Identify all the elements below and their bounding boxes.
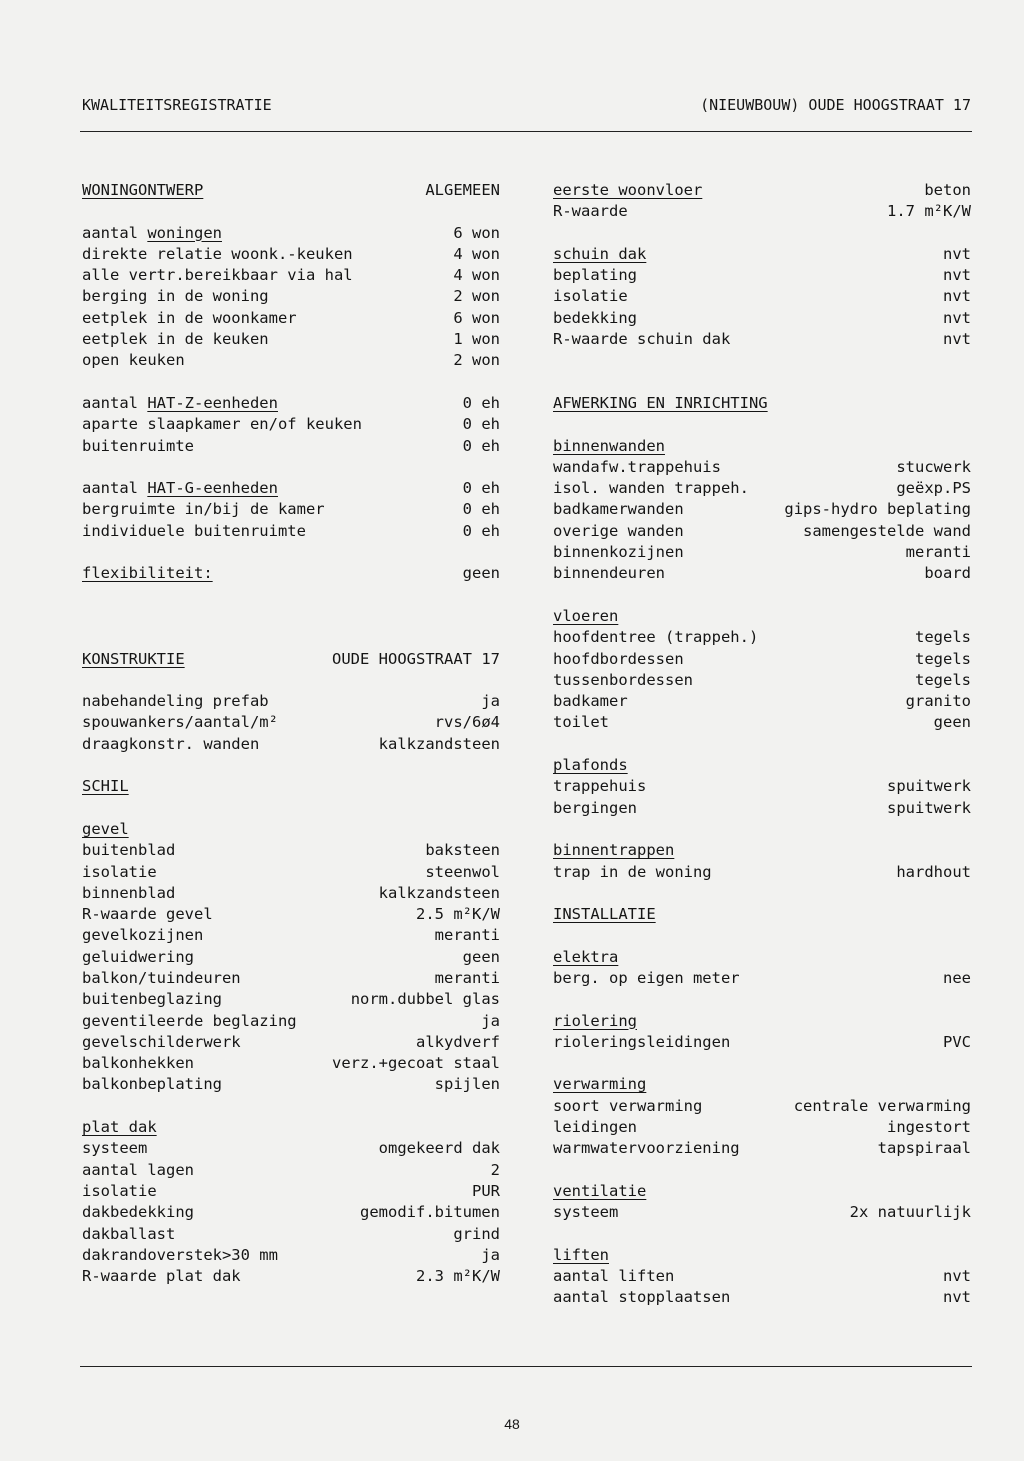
table-row [553, 1202, 971, 1223]
table-row [82, 1160, 500, 1181]
row-value: stucwerk [896, 457, 971, 476]
section-title-value: OUDE HOOGSTRAAT 17 [332, 649, 500, 668]
section-gevel [82, 819, 500, 840]
row-value: gips-hydro beplating [784, 500, 971, 519]
table-row [82, 414, 500, 435]
table-row [82, 308, 500, 329]
row-label: geventileerde beglazing [82, 1011, 297, 1030]
row-label: balkonhekken [82, 1054, 194, 1073]
table-row [82, 989, 500, 1010]
row-label: individuele buitenruimte [82, 521, 306, 540]
row-label: gevelschilderwerk [82, 1032, 241, 1051]
section-title: schuin dak [553, 244, 647, 263]
table-row [82, 947, 500, 968]
table-row [553, 670, 971, 691]
table-row [82, 265, 500, 286]
row-value: hardhout [896, 862, 971, 881]
row-label: R-waarde plat dak [82, 1267, 241, 1286]
row-value: geen [933, 713, 971, 732]
table-row [82, 350, 500, 371]
section-schuin-dak [553, 244, 971, 265]
section-afwerking [553, 393, 971, 414]
table-row [553, 1266, 971, 1287]
row-value: geen [462, 947, 500, 966]
row-label: balkon/tuindeuren [82, 968, 241, 987]
table-row [82, 691, 500, 712]
row-value: 1.7 m²K/W [887, 202, 971, 221]
row-label: balkonbeplating [82, 1075, 222, 1094]
row-label: buitenblad [82, 841, 176, 860]
row-value: granito [905, 692, 971, 711]
row-label: hoofdentree (trappeh.) [553, 628, 759, 647]
row-label: warmwatervoorziening [553, 1139, 740, 1158]
row-value: centrale verwarming [793, 1096, 971, 1115]
section-title: liften [553, 1245, 609, 1264]
row-value: alkydverf [416, 1032, 500, 1051]
row-value: nee [943, 968, 971, 987]
hat-g-label: HAT-G-eenheden [147, 479, 278, 498]
row-label: spouwankers/aantal/m² [82, 713, 278, 732]
row-label: aantal stopplaatsen [553, 1288, 731, 1307]
row-label: isolatie [82, 1181, 157, 1200]
table-row [553, 457, 971, 478]
section-eerste-woonvloer [553, 180, 971, 201]
row-label: aantal woningen [82, 223, 222, 242]
row-value: rvs/6ø4 [434, 713, 500, 732]
row-value: ja [481, 1011, 500, 1030]
section-title: verwarming [553, 1075, 647, 1094]
row-label: trappehuis [553, 777, 647, 796]
section-title: eerste woonvloer [553, 181, 703, 199]
row-label: flexibiliteit: [82, 564, 213, 583]
row-label: isolatie [553, 287, 628, 306]
row-label: binnendeuren [553, 564, 665, 583]
table-row [553, 691, 971, 712]
section-title: plafonds [553, 756, 628, 775]
table-row [82, 223, 500, 244]
row-value: omgekeerd dak [378, 1139, 500, 1158]
row-value: 1 won [453, 330, 500, 349]
row-value: nvt [943, 266, 971, 285]
row-value: 2.3 m²K/W [416, 1267, 500, 1286]
left-column [82, 180, 500, 1287]
table-row [553, 712, 971, 733]
row-label: soort verwarming [553, 1096, 703, 1115]
table-row [553, 862, 971, 883]
row-label: binnenblad [82, 883, 176, 902]
row-value: 2 won [453, 351, 500, 370]
row-value: nvt [943, 1288, 971, 1307]
row-value: tegels [915, 670, 971, 689]
table-row [553, 478, 971, 499]
row-label: tussenbordessen [553, 670, 693, 689]
row-value: 2 [490, 1160, 500, 1179]
table-row [553, 286, 971, 307]
row-value: grind [453, 1224, 500, 1243]
row-value: kalkzandsteen [378, 734, 500, 753]
section-konstruktie [82, 649, 500, 670]
row-value: tegels [915, 649, 971, 668]
row-label: aantal liften [553, 1267, 675, 1286]
row-value: geëxp.PS [896, 479, 971, 498]
row-label: R-waarde gevel [82, 905, 213, 924]
row-value: 4 won [453, 266, 500, 285]
table-row [553, 499, 971, 520]
table-row [82, 244, 500, 265]
section-vloeren [553, 606, 971, 627]
row-value: meranti [434, 926, 500, 945]
row-value: 6 won [453, 223, 500, 242]
row-label: trap in de woning [553, 862, 712, 881]
section-plafonds [553, 755, 971, 776]
table-row [553, 627, 971, 648]
row-value: 0 eh [462, 521, 500, 540]
table-row [82, 883, 500, 904]
row-label: rioleringsleidingen [553, 1032, 731, 1051]
row-label: systeem [553, 1203, 619, 1222]
row-label: bergingen [553, 798, 637, 817]
right-column [553, 180, 971, 1309]
section-schil [82, 776, 500, 797]
section-binnenwanden [553, 436, 971, 457]
table-row [553, 1117, 971, 1138]
row-label: systeem [82, 1139, 148, 1158]
row-value: ja [481, 1245, 500, 1264]
header-project: (NIEUWBOUW) OUDE HOOGSTRAAT 17 [700, 96, 971, 114]
row-value: samengestelde wand [803, 521, 971, 540]
row-label: eetplek in de woonkamer [82, 308, 297, 327]
section-title-value: ALGEMEEN [425, 181, 500, 199]
row-label: gevelkozijnen [82, 926, 204, 945]
section-title: riolering [553, 1011, 637, 1030]
section-riolering [553, 1011, 971, 1032]
table-row [82, 478, 500, 499]
row-value: 0 eh [462, 479, 500, 498]
row-label: aparte slaapkamer en/of keuken [82, 415, 362, 434]
table-row [553, 329, 971, 350]
table-row [553, 563, 971, 584]
table-row [553, 1096, 971, 1117]
row-value: 0 eh [462, 393, 500, 412]
row-label: isolatie [82, 862, 157, 881]
section-plat-dak [82, 1117, 500, 1138]
section-title: elektra [553, 947, 619, 966]
row-label: alle vertr.bereikbaar via hal [82, 266, 353, 285]
row-value: 0 eh [462, 415, 500, 434]
table-row [82, 1224, 500, 1245]
woningen-label: woningen [147, 223, 222, 242]
row-value: ingestort [887, 1118, 971, 1137]
table-row [82, 436, 500, 457]
row-label: isol. wanden trappeh. [553, 479, 749, 498]
row-label: bergruimte in/bij de kamer [82, 500, 325, 519]
row-label: beplating [553, 266, 637, 285]
section-title: vloeren [553, 606, 619, 625]
table-row [553, 1032, 971, 1053]
table-row [82, 563, 500, 584]
row-value: nvt [943, 330, 971, 349]
row-label: buitenbeglazing [82, 990, 222, 1009]
hat-z-label: HAT-Z-eenheden [147, 393, 278, 412]
row-label: geluidwering [82, 947, 194, 966]
row-value: PVC [943, 1032, 971, 1051]
row-label: R-waarde [553, 202, 628, 221]
row-label: overige wanden [553, 521, 684, 540]
row-label: buitenruimte [82, 436, 194, 455]
section-title: binnenwanden [553, 436, 665, 455]
row-value: meranti [905, 543, 971, 562]
row-value: 0 eh [462, 500, 500, 519]
row-label: bedekking [553, 308, 637, 327]
table-row [82, 393, 500, 414]
table-row [82, 329, 500, 350]
table-row [553, 1138, 971, 1159]
row-label: nabehandeling prefab [82, 692, 269, 711]
section-title: AFWERKING EN INRICHTING [553, 393, 768, 412]
section-liften [553, 1245, 971, 1266]
table-row [82, 286, 500, 307]
row-label: aantal lagen [82, 1160, 194, 1179]
section-verwarming [553, 1074, 971, 1095]
page-number: 48 [504, 1416, 520, 1432]
row-label: hoofdbordessen [553, 649, 684, 668]
section-title: binnentrappen [553, 841, 675, 860]
row-value: meranti [434, 968, 500, 987]
row-label: binnenkozijnen [553, 543, 684, 562]
table-row [82, 734, 500, 755]
table-row [82, 1245, 500, 1266]
table-row [82, 925, 500, 946]
row-value: gemodif.bitumen [360, 1203, 500, 1222]
row-label: berging in de woning [82, 287, 269, 306]
row-value: spijlen [434, 1075, 500, 1094]
row-label: direkte relatie woonk.-keuken [82, 244, 353, 263]
section-title: SCHIL [82, 777, 129, 796]
section-title: INSTALLATIE [553, 905, 656, 924]
table-row [553, 968, 971, 989]
section-elektra [553, 947, 971, 968]
section-title-value: beton [924, 181, 971, 199]
section-binnentrappen [553, 840, 971, 861]
row-value: 0 eh [462, 436, 500, 455]
row-label: badkamer [553, 692, 628, 711]
section-title: plat dak [82, 1118, 157, 1137]
row-value: 2.5 m²K/W [416, 905, 500, 924]
page-header [82, 96, 971, 114]
table-row [553, 1287, 971, 1308]
row-label: aantal HAT-G-eenheden [82, 479, 278, 498]
table-row [553, 521, 971, 542]
section-woningontwerp [82, 180, 500, 201]
row-value: kalkzandsteen [378, 883, 500, 902]
row-label: draagkonstr. wanden [82, 734, 260, 753]
table-row [82, 1011, 500, 1032]
table-row [82, 968, 500, 989]
row-label: wandafw.trappehuis [553, 457, 721, 476]
table-row [82, 1053, 500, 1074]
row-label: R-waarde schuin dak [553, 330, 731, 349]
row-value: norm.dubbel glas [350, 990, 500, 1009]
header-rule [80, 131, 972, 132]
row-label: berg. op eigen meter [553, 968, 740, 987]
section-title: WONINGONTWERP [82, 181, 204, 199]
table-row [82, 521, 500, 542]
row-value: 4 won [453, 244, 500, 263]
table-row [553, 798, 971, 819]
row-label: toilet [553, 713, 609, 732]
row-value: spuitwerk [887, 798, 971, 817]
table-row [553, 649, 971, 670]
row-value: baksteen [425, 841, 500, 860]
table-row [553, 265, 971, 286]
row-value: board [924, 564, 971, 583]
row-label: badkamerwanden [553, 500, 684, 519]
row-value: 2x natuurlijk [849, 1203, 971, 1222]
row-value: geen [462, 564, 500, 583]
section-installatie [553, 904, 971, 925]
table-row [82, 1266, 500, 1287]
row-label: dakrandoverstek>30 mm [82, 1245, 278, 1264]
table-row [82, 1138, 500, 1159]
row-value: nvt [943, 1267, 971, 1286]
table-row [553, 308, 971, 329]
footer-rule [80, 1366, 972, 1367]
row-value: PUR [472, 1181, 500, 1200]
table-row [82, 499, 500, 520]
row-value: verz.+gecoat staal [332, 1054, 500, 1073]
row-label: open keuken [82, 351, 185, 370]
row-value: 6 won [453, 308, 500, 327]
table-row [82, 1032, 500, 1053]
row-label: leidingen [553, 1118, 637, 1137]
row-value: nvt [943, 287, 971, 306]
row-label: dakbedekking [82, 1203, 194, 1222]
row-value: tapspiraal [877, 1139, 971, 1158]
row-value: steenwol [425, 862, 500, 881]
table-row [82, 1074, 500, 1095]
section-ventilatie [553, 1181, 971, 1202]
section-title: KONSTRUKTIE [82, 649, 185, 668]
row-value: ja [481, 692, 500, 711]
header-title: KWALITEITSREGISTRATIE [82, 96, 272, 114]
table-row [82, 1202, 500, 1223]
row-value: nvt [943, 308, 971, 327]
row-value: 2 won [453, 287, 500, 306]
table-row [553, 776, 971, 797]
table-row [82, 862, 500, 883]
section-title: gevel [82, 819, 129, 838]
table-row [553, 542, 971, 563]
section-title: ventilatie [553, 1181, 647, 1200]
table-row [82, 840, 500, 861]
row-value: tegels [915, 628, 971, 647]
row-label: dakballast [82, 1224, 176, 1243]
row-value: spuitwerk [887, 777, 971, 796]
row-label: eetplek in de keuken [82, 330, 269, 349]
table-row [553, 201, 971, 222]
table-row [82, 904, 500, 925]
section-title-value: nvt [943, 244, 971, 263]
row-label: aantal HAT-Z-eenheden [82, 393, 278, 412]
table-row [82, 712, 500, 733]
table-row [82, 1181, 500, 1202]
